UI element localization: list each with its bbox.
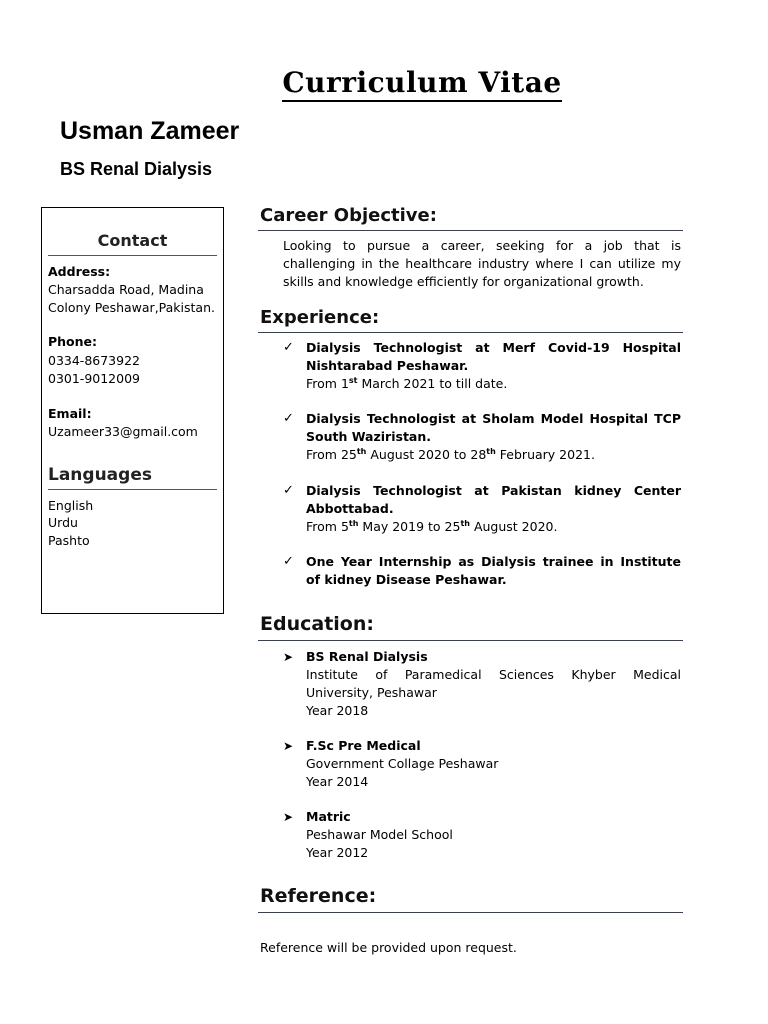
education-heading: Education: (260, 613, 374, 635)
experience-heading: Experience: (260, 307, 380, 328)
sidebar-box (41, 207, 224, 614)
language-item: Urdu (48, 515, 78, 530)
address-line-1: Charsadda Road, Madina (48, 282, 204, 297)
email-label: Email: (48, 406, 92, 421)
languages-heading: Languages (48, 465, 152, 485)
education-year: Year 2012 (306, 845, 369, 860)
language-item: Pashto (48, 533, 90, 548)
languages-divider (48, 489, 217, 490)
reference-text: Reference will be provided upon request. (260, 940, 517, 955)
checkmark-icon: ✓ (283, 411, 294, 426)
arrowhead-bullet-icon: ➤ (283, 810, 294, 824)
education-year: Year 2018 (306, 703, 369, 718)
experience-date: From 1st March 2021 to till date. (306, 375, 508, 391)
experience-item (283, 553, 681, 589)
candidate-degree: BS Renal Dialysis (60, 159, 213, 179)
education-item (283, 648, 681, 720)
address-line-2: Colony Peshawar,Pakistan. (48, 300, 215, 315)
language-item: English (48, 498, 94, 513)
experience-item (283, 339, 681, 393)
experience-title: Dialysis Technologist at Sholam Model Hospital TCP South Waziristan. (306, 411, 681, 444)
education-degree: BS Renal Dialysis (306, 649, 428, 664)
experience-date: From 5th May 2019 to 25th August 2020. (306, 518, 558, 534)
phone-label: Phone: (48, 334, 98, 349)
career-heading: Career Objective: (260, 205, 437, 226)
education-institute: Government Collage Peshawar (306, 756, 499, 771)
contact-heading: Contact (97, 231, 168, 250)
contact-divider (48, 255, 217, 256)
education-divider (258, 640, 683, 641)
checkmark-icon: ✓ (283, 483, 294, 498)
experience-title: Dialysis Technologist at Pakistan kidney Center Abbottabad. (306, 483, 681, 516)
career-divider (258, 230, 683, 231)
address-label: Address: (48, 264, 111, 279)
phone-1: 0334-8673922 (48, 353, 140, 368)
experience-title: One Year Internship as Dialysis trainee in Institute of kidney Disease Peshawar. (306, 554, 681, 587)
checkmark-icon: ✓ (283, 554, 294, 569)
experience-item (283, 482, 681, 536)
education-item (283, 737, 681, 791)
reference-heading: Reference: (260, 885, 377, 907)
phone-2: 0301-9012009 (48, 371, 140, 386)
page-title: Curriculum Vitae (0, 66, 768, 99)
candidate-name: Usman Zameer (60, 117, 240, 145)
reference-divider (258, 912, 683, 913)
education-year: Year 2014 (306, 774, 369, 789)
education-degree: Matric (306, 809, 351, 824)
arrowhead-bullet-icon: ➤ (283, 650, 294, 664)
experience-divider (258, 332, 683, 333)
education-item (283, 808, 681, 862)
email-value: Uzameer33@gmail.com (48, 424, 198, 439)
education-institute: Peshawar Model School (306, 827, 453, 842)
checkmark-icon: ✓ (283, 340, 294, 355)
education-institute: Institute of Paramedical Sciences Khyber Medical University, Peshawar (306, 667, 681, 700)
career-text: Looking to pursue a career, seeking for a job that is challenging in the healthcare industry where I can utilize my skills and knowledge efficiently for organizational growth. (283, 238, 681, 289)
arrowhead-bullet-icon: ➤ (283, 739, 294, 753)
experience-item (283, 410, 681, 464)
experience-date: From 25th August 2020 to 28th February 2021. (306, 446, 595, 462)
education-degree: F.Sc Pre Medical (306, 738, 421, 753)
experience-title: Dialysis Technologist at Merf Covid-19 Hospital Nishtarabad Peshawar. (306, 340, 681, 373)
